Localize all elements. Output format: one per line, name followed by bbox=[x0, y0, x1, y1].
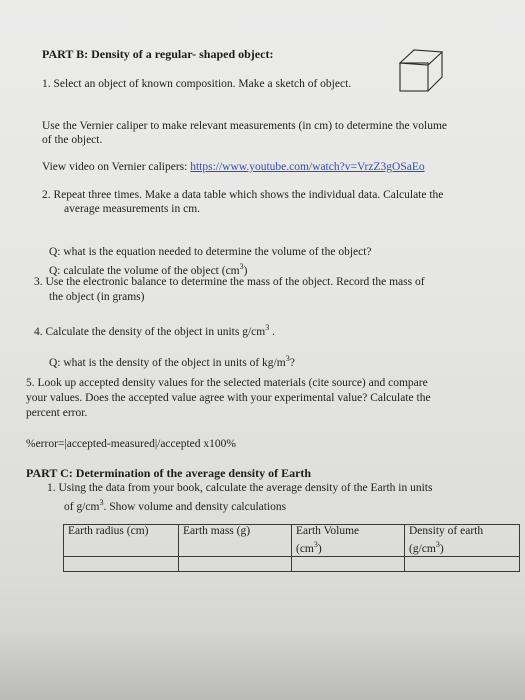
header-density-of-earth bbox=[405, 525, 520, 557]
video-line bbox=[42, 160, 425, 174]
header-earth-radius-label: Earth radius (cm) bbox=[68, 525, 149, 537]
question-volume-calc-end: ) bbox=[243, 264, 248, 277]
part-c-step-1-line-2 bbox=[64, 496, 286, 514]
header-density-label: Density of earth bbox=[409, 525, 484, 537]
part-b-step-4-end: . bbox=[269, 325, 275, 338]
header-earth-volume-label: Earth Volume bbox=[296, 525, 360, 537]
video-link[interactable]: https://www.youtube.com/watch?v=VrzZ3gOSaEo bbox=[190, 161, 425, 173]
question-volume-calc-exp: 3 bbox=[239, 262, 244, 271]
video-label: View video on Vernier calipers: bbox=[42, 161, 191, 173]
header-earth-volume-unit-end: ) bbox=[317, 542, 322, 555]
part-b-step-5-line-2: your values. Does the accepted value agree with your experimental value? Calculate the bbox=[26, 392, 431, 404]
header-earth-volume-unit-exp: 3 bbox=[313, 540, 318, 549]
part-b-step-4 bbox=[34, 321, 275, 339]
part-b-step-5-line-1: 5. Look up accepted density values for the selected materials (cite source) and compare bbox=[26, 377, 428, 389]
question-volume-equation: Q: what is the equation needed to determine the volume of the object? bbox=[49, 246, 372, 258]
earth-radius-cell[interactable] bbox=[64, 556, 179, 571]
part-b-step-4-text: 4. Calculate the density of the object in units g/cm bbox=[34, 325, 266, 338]
part-b-step-4-exp: 3 bbox=[265, 323, 270, 332]
part-c-step-1-text: of g/cm bbox=[64, 500, 100, 513]
table-row bbox=[64, 556, 520, 571]
header-earth-volume bbox=[292, 525, 405, 557]
header-density-unit: (g/cm bbox=[409, 542, 436, 555]
part-b-step-3-line-2: the object (in grams) bbox=[49, 291, 145, 303]
caliper-instruction-line-2: of the object. bbox=[42, 134, 103, 146]
earth-volume-cell[interactable] bbox=[292, 556, 405, 571]
header-density-unit-end: ) bbox=[439, 542, 444, 555]
part-b-step-2-line-2: average measurements in cm. bbox=[64, 203, 201, 215]
part-b-step-1: 1. Select an object of known composition. Make a sketch of object. bbox=[42, 78, 352, 90]
earth-mass-cell[interactable] bbox=[179, 556, 292, 571]
header-earth-volume-unit: (cm bbox=[296, 542, 314, 555]
header-earth-radius bbox=[64, 525, 179, 557]
part-b-step-5-line-3: percent error. bbox=[26, 407, 88, 419]
part-b-step-3-line-1: 3. Use the electronic balance to determine the mass of the object. Record the mass of bbox=[34, 276, 425, 288]
part-b-step-2-line-1: 2. Repeat three times. Make a data table which shows the individual data. Calculate the bbox=[42, 189, 444, 201]
part-b-title: PART B: Density of a regular- shaped object: bbox=[42, 47, 274, 61]
earth-density-cell[interactable] bbox=[405, 556, 520, 571]
header-earth-mass bbox=[179, 525, 292, 557]
cube-sketch-icon bbox=[398, 47, 446, 95]
caliper-instruction-line-1: Use the Vernier caliper to make relevant measurements (in cm) to determine the volume bbox=[42, 120, 448, 132]
part-c-title: PART C: Determination of the average density of Earth bbox=[26, 466, 312, 480]
question-density-exp: 3 bbox=[285, 354, 290, 363]
earth-density-table bbox=[63, 524, 520, 572]
header-density-unit-exp: 3 bbox=[435, 540, 440, 549]
question-density-kgm3 bbox=[49, 352, 295, 370]
question-volume-calc-text: Q: calculate the volume of the object (cm bbox=[49, 264, 240, 277]
question-density-end: ? bbox=[289, 356, 295, 369]
question-density-text: Q: what is the density of the object in units of kg/m bbox=[49, 356, 286, 369]
table-header-row bbox=[64, 525, 520, 557]
percent-error-formula: %error=|accepted-measured|/accepted x100% bbox=[26, 438, 236, 450]
part-c-step-1-exp: 3 bbox=[99, 498, 104, 507]
header-earth-mass-label: Earth mass (g) bbox=[183, 525, 251, 537]
part-c-step-1-end: . Show volume and density calculations bbox=[103, 500, 287, 513]
page-bottom-shadow bbox=[0, 630, 525, 700]
part-c-step-1-line-1: 1. Using the data from your book, calculate the average density of the Earth in units bbox=[47, 482, 433, 494]
